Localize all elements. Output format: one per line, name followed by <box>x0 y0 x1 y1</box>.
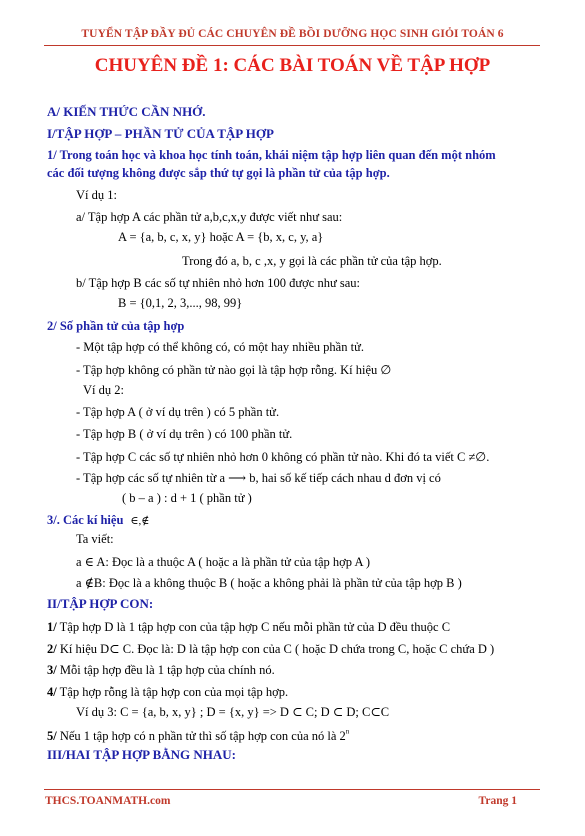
example-1a-note: Trong đó a, b, c ,x, y gọi là các phần tử của tập hợp. <box>182 254 442 268</box>
item-5-number: 5/ <box>47 729 57 743</box>
example-1b-formula: B = {0,1, 2, 3,..., 98, 99} <box>118 296 243 310</box>
paragraph-1-line-2: các đối tượng không được sắp thứ tự gọi là phần tử của tập hợp. <box>47 166 390 180</box>
example-1b: b/ Tập hợp B các số tự nhiên nhỏ hơn 100 được như sau: <box>76 276 360 290</box>
section-ii-item-5 <box>47 727 349 745</box>
paragraph-3-heading <box>47 511 149 529</box>
footer-divider <box>44 789 540 790</box>
paragraph-2-line-6: - Tập hợp các số tự nhiên từ a ⟶ b, hai số kế tiếp cách nhau d đơn vị có <box>76 471 441 485</box>
item-1-text: Tập hợp D là 1 tập hợp con của tập hợp C nếu mỗi phần tử của D đều thuộc C <box>56 620 451 634</box>
paragraph-3-heading-text: 3/. Các kí hiệu <box>47 513 124 527</box>
item-5-exponent: n <box>345 727 350 736</box>
paragraph-2-line-7: ( b – a ) : d + 1 ( phần tử ) <box>122 491 252 505</box>
item-5-text: Nếu 1 tập hợp có n phần tử thì số tập hợp con của nó là 2 <box>56 729 346 743</box>
page-title: CHUYÊN ĐỀ 1: CÁC BÀI TOÁN VỀ TẬP HỢP <box>94 55 491 76</box>
header-divider <box>44 45 540 46</box>
section-a-heading: A/ KIẾN THỨC CẦN NHỚ. <box>47 104 206 119</box>
item-4-text: Tập hợp rỗng là tập hợp con của mọi tập hợp. <box>56 685 289 699</box>
footer-site: THCS.TOANMATH.com <box>45 795 171 807</box>
paragraph-2-line-3: - Tập hợp A ( ở ví dụ trên ) có 5 phần tử. <box>76 405 280 419</box>
paragraph-3-line-2: a ∈ A: Đọc là a thuộc A ( hoặc a là phần tử của tập hợp A ) <box>76 555 371 569</box>
section-ii-item-1 <box>47 618 450 636</box>
example-2-label: Ví dụ 2: <box>83 383 124 397</box>
paragraph-2-line-2: - Tập hợp không có phần tử nào gọi là tập hợp rỗng. Kí hiệu ∅ <box>76 363 392 377</box>
section-iii-heading: III/HAI TẬP HỢP BẰNG NHAU: <box>47 747 237 762</box>
section-ii-heading: II/TẬP HỢP CON: <box>47 596 154 611</box>
example-1-label: Ví dụ 1: <box>76 188 117 202</box>
item-2-number: 2/ <box>47 642 57 656</box>
paragraph-2-line-4: - Tập hợp B ( ở ví dụ trên ) có 100 phần tử. <box>76 427 293 441</box>
section-i-heading: I/TẬP HỢP – PHẦN TỬ CỦA TẬP HỢP <box>47 126 274 141</box>
paragraph-2-line-1: - Một tập hợp có thể không có, có một hay nhiều phần tử. <box>76 340 364 354</box>
paragraph-1-line-1: 1/ Trong toán học và khoa học tính toán, khái niệm tập hợp liên quan đến một nhóm <box>47 148 496 162</box>
example-1a: a/ Tập hợp A các phần tử a,b,c,x,y được viết như sau: <box>76 210 343 224</box>
example-1a-formula: A = {a, b, c, x, y} hoặc A = {b, x, c, y, a} <box>118 230 324 244</box>
item-1-number: 1/ <box>47 620 57 634</box>
paragraph-3-line-1: Ta viết: <box>76 532 114 546</box>
example-3: Ví dụ 3: C = {a, b, x, y} ; D = {x, y} => D ⊂ C; D ⊂ D; C⊂C <box>76 705 390 719</box>
section-ii-item-2 <box>47 640 494 658</box>
item-3-number: 3/ <box>47 663 57 677</box>
item-4-number: 4/ <box>47 685 57 699</box>
paragraph-2-heading: 2/ Số phần tử của tập hợp <box>47 319 185 333</box>
footer-page-number: Trang 1 <box>478 795 517 807</box>
section-ii-item-4 <box>47 683 288 701</box>
paragraph-3-symbols: ∈,∉ <box>130 515 150 527</box>
paragraph-3-line-3: a ∉B: Đọc là a không thuộc B ( hoặc a không phải là phần tử của tập hợp B ) <box>76 576 462 590</box>
paragraph-2-line-5: - Tập hợp C các số tự nhiên nhỏ hơn 0 không có phần tử nào. Khi đó ta viết C ≠∅. <box>76 450 490 464</box>
section-ii-item-3 <box>47 661 275 679</box>
running-header: TUYỂN TẬP ĐẦY ĐỦ CÁC CHUYÊN ĐỀ BỒI DƯỠNG HỌC SINH GIỎI TOÁN 6 <box>81 28 504 40</box>
item-3-text: Mỗi tập hợp đều là 1 tập hợp của chính nó. <box>56 663 275 677</box>
item-2-text: Kí hiệu D⊂ C. Đọc là: D là tập hợp con của C ( hoặc D chứa trong C, hoặc C chứa D ) <box>56 642 495 656</box>
